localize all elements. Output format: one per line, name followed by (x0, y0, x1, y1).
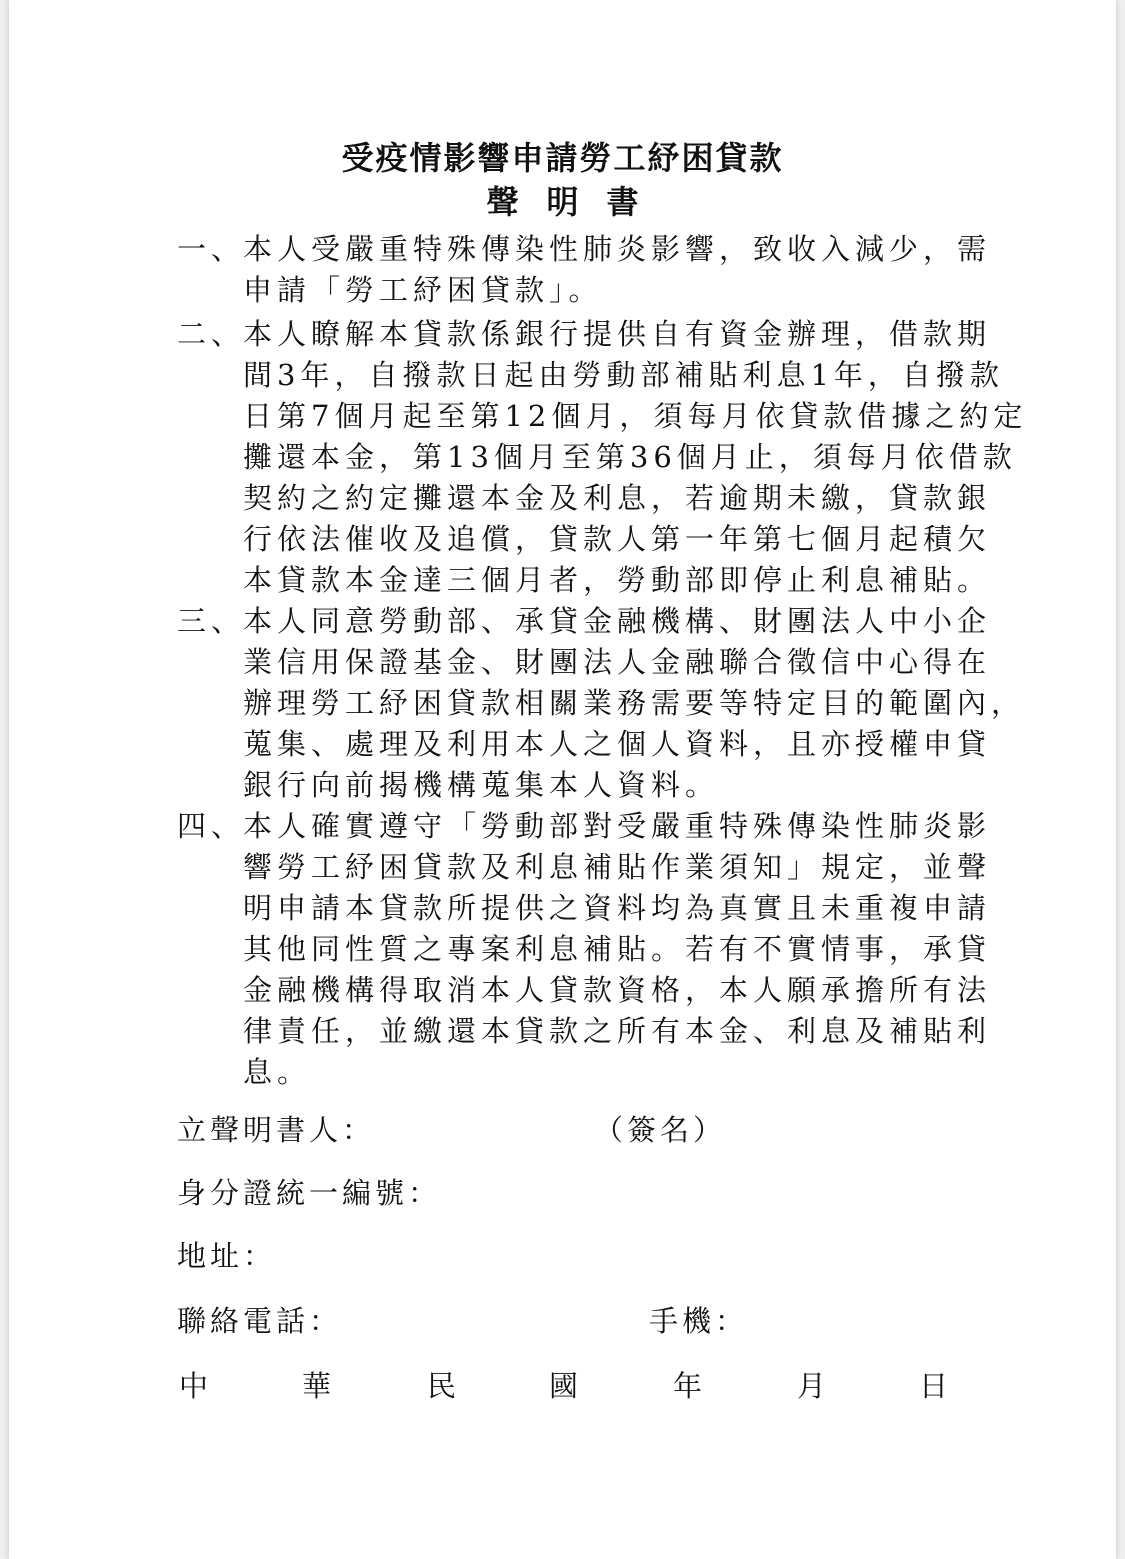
clause-line: 律責任，並繳還本貸款之所有本金、利息及補貼利 (243, 1014, 992, 1048)
document-title: 受疫情影響申請勞工紓困貸款 (341, 139, 784, 177)
clause-text (243, 229, 991, 311)
clause-line: 蒐集、處理及利用本人之個人資料，且亦授權申貸 (243, 727, 992, 761)
clause-line: 本貸款本金達三個月者，勞動部即停止利息補貼。 (243, 563, 992, 597)
clause-line: 間3年，自撥款日起由勞動部補貼利息1年，自撥款 (243, 358, 1004, 392)
clause-line: 銀行向前揭機構蒐集本人資料。 (243, 768, 720, 802)
clause-number: 三、 (177, 604, 246, 638)
declarant-label: 立聲明書人： (177, 1113, 376, 1147)
document-subtitle: 聲明書 (486, 183, 667, 221)
clause-line: 息。 (243, 1055, 312, 1089)
clause-line: 本人同意勞動部、承貸金融機構、財團法人中小企 (243, 604, 992, 638)
clause-number: 四、 (177, 809, 246, 843)
clause-line: 本人受嚴重特殊傳染性肺炎影響，致收入減少，需 (243, 232, 992, 266)
document-page (9, 0, 1116, 1559)
clause-line: 本人確實遵守「勞動部對受嚴重特殊傳染性肺炎影 (243, 809, 992, 843)
clause-text (243, 806, 991, 1093)
clause-line: 申請「勞工紓困貸款」。 (243, 273, 603, 307)
signature-label: （簽名） (594, 1113, 727, 1147)
date-day-label: 日 (919, 1369, 949, 1403)
id-number-label: 身分證統一編號： (177, 1176, 442, 1210)
date-char-guo: 國 (549, 1369, 579, 1403)
clause-line: 攤還本金，第13個月至第36個月止，須每月依借款 (243, 440, 1017, 474)
clause-number: 一、 (177, 232, 246, 266)
clause-line: 行依法催收及追償，貸款人第一年第七個月起積欠 (243, 522, 992, 556)
address-label: 地址： (177, 1239, 277, 1273)
clause-line: 響勞工紓困貸款及利息補貼作業須知」規定，並聲 (243, 850, 992, 884)
date-month-label: 月 (797, 1369, 827, 1403)
clause-line: 其他同性質之專案利息補貼。若有不實情事，承貸 (243, 932, 992, 966)
clause-line: 業信用保證基金、財團法人金融聯合徵信中心得在 (243, 645, 992, 679)
clause-number: 二、 (177, 317, 246, 351)
clause-text (243, 601, 1025, 806)
phone-label: 聯絡電話： (177, 1304, 343, 1338)
clause-line: 日第7個月起至第12個月，須每月依貸款借據之約定 (243, 399, 1028, 433)
clause-text (243, 314, 1027, 601)
mobile-label: 手機： (649, 1304, 749, 1338)
clause-line: 金融機構得取消本人貸款資格，本人願承擔所有法 (243, 973, 992, 1007)
clause-line: 本人瞭解本貸款係銀行提供自有資金辦理，借款期 (243, 317, 992, 351)
date-year-label: 年 (673, 1369, 703, 1403)
clause-line: 辦理勞工紓困貸款相關業務需要等特定目的範圍內， (243, 686, 1026, 720)
clause-line: 明申請本貸款所提供之資料均為真實且未重複申請 (243, 891, 992, 925)
clause-line: 契約之約定攤還本金及利息，若逾期未繳，貸款銀 (243, 481, 992, 515)
date-char-zhong: 中 (179, 1369, 209, 1403)
date-char-min: 民 (427, 1369, 457, 1403)
date-char-hua: 華 (302, 1369, 332, 1403)
